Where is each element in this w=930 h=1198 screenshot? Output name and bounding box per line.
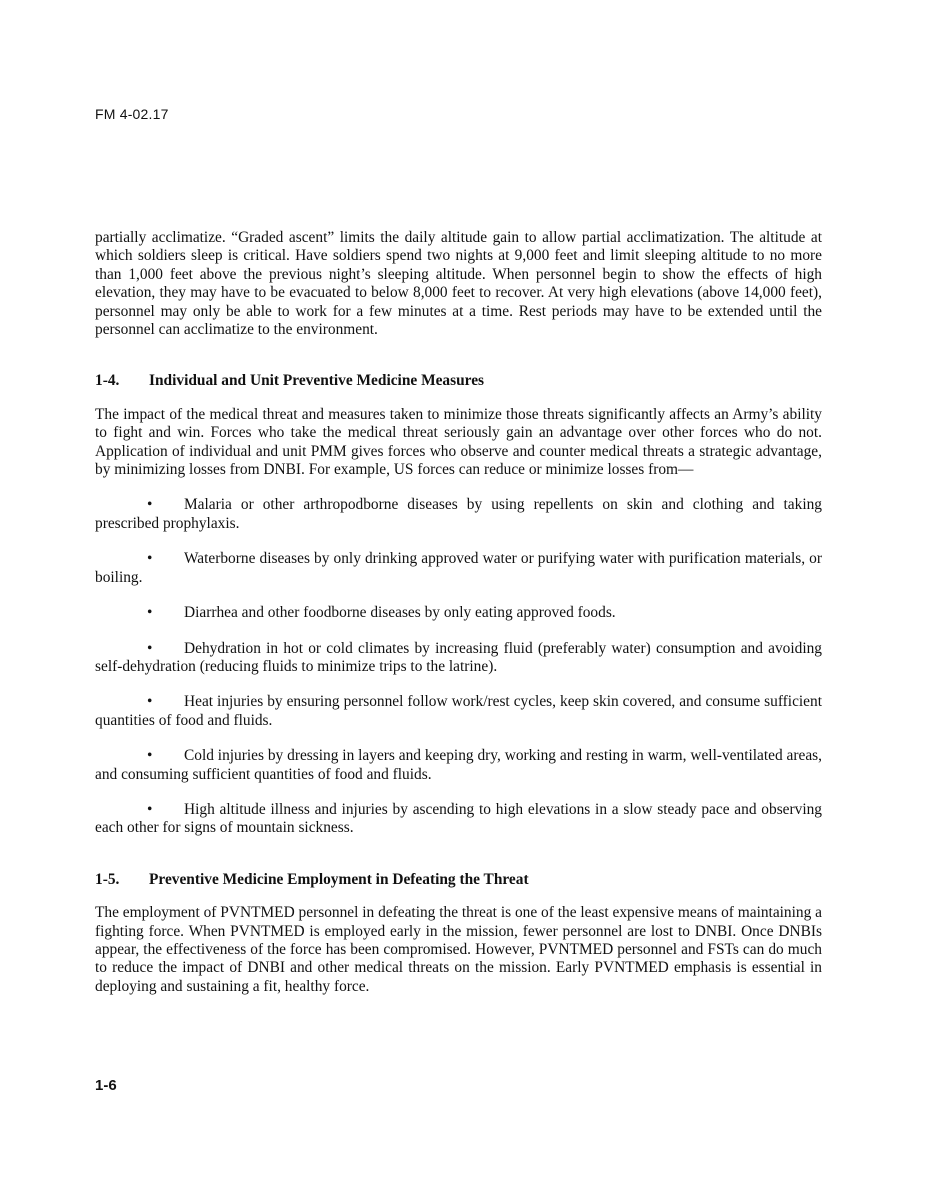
bullet-icon: •	[147, 693, 153, 711]
bullet-text: Malaria or other arthropodborne diseases by using repellents on skin and clothing and taking prescribed prophylaxis.	[95, 496, 822, 532]
section-1-5-paragraph: The employment of PVNTMED personnel in defeating the threat is one of the least expensive means of maintaining a fighting force. When PVNTMED is employed early in the mission, fewer personnel are lost to DNBI. Once DNBIs appear, the effectiveness of the force has been compromised. However, PVNTMED personnel and FSTs can do much to reduce the impact of DNBI and other medical threats on the mission. Early PVNTMED emphasis is essential in deploying and sustaining a fit, healthy force.	[95, 904, 822, 995]
section-title: Individual and Unit Preventive Medicine Measures	[149, 372, 485, 390]
bullet-icon: •	[147, 604, 153, 622]
bullet-item	[95, 801, 822, 838]
bullet-icon: •	[147, 496, 153, 514]
bullet-item	[95, 550, 822, 587]
bullet-icon: •	[147, 800, 153, 818]
section-heading-1-5	[95, 871, 822, 889]
bullet-item	[95, 693, 822, 730]
bullet-text: Waterborne diseases by only drinking approved water or purifying water with purification materials, or boiling.	[95, 550, 822, 586]
bullet-item	[95, 496, 822, 533]
section-title: Preventive Medicine Employment in Defeating the Threat	[149, 870, 529, 888]
bullet-item	[95, 747, 822, 784]
body-text	[95, 229, 822, 996]
bullet-icon: •	[147, 550, 153, 568]
bullet-icon: •	[147, 747, 153, 765]
bullet-text: Dehydration in hot or cold climates by increasing fluid (preferably water) consumption and avoiding self-dehydration (reducing fluids to minimize trips to the latrine).	[95, 639, 822, 675]
bullet-text: Diarrhea and other foodborne diseases by only eating approved foods.	[184, 604, 616, 622]
bullet-icon: •	[147, 639, 153, 657]
section-heading-1-4	[95, 372, 822, 390]
bullet-item	[95, 604, 822, 622]
bullet-text: Cold injuries by dressing in layers and keeping dry, working and resting in warm, well-ventilated areas, and consuming sufficient quantities of food and fluids.	[95, 747, 822, 783]
page-number: 1-6	[95, 1077, 117, 1094]
running-head: FM 4-02.17	[95, 106, 169, 122]
section-1-4-paragraph: The impact of the medical threat and measures taken to minimize those threats significantly affects an Army’s ability to fight and win. Forces who take the medical threat seriously gain an advantage over other forces who do not. Application of individual and unit PMM gives forces who observe and counter medical threats a strategic advantage, by minimizing losses from DNBI. For example, US forces can reduce or minimize losses from—	[95, 405, 822, 479]
bullet-text: High altitude illness and injuries by ascending to high elevations in a slow steady pace and observing each other for signs of mountain sickness.	[95, 800, 822, 837]
bullet-item	[95, 640, 822, 677]
section-number: 1-5.	[95, 870, 120, 888]
bullet-text: Heat injuries by ensuring personnel follow work/rest cycles, keep skin covered, and consume sufficient quantities of food and fluids.	[95, 693, 822, 729]
section-number: 1-4.	[95, 372, 120, 390]
intro-paragraph: partially acclimatize. “Graded ascent” limits the daily altitude gain to allow partial acclimatization. The altitude at which soldiers sleep is critical. Have soldiers spend two nights at 9,000 feet and limit sleeping altitude to no more than 1,000 feet above the previous night’s sleeping altitude. When personnel begin to show the effects of high elevation, they may have to be evacuated to below 8,000 feet to recover. At very high elevations (above 14,000 feet), personnel may only be able to work for a few minutes at a time. Rest periods may have to be extended until the personnel can acclimatize to the environment.	[95, 229, 822, 339]
